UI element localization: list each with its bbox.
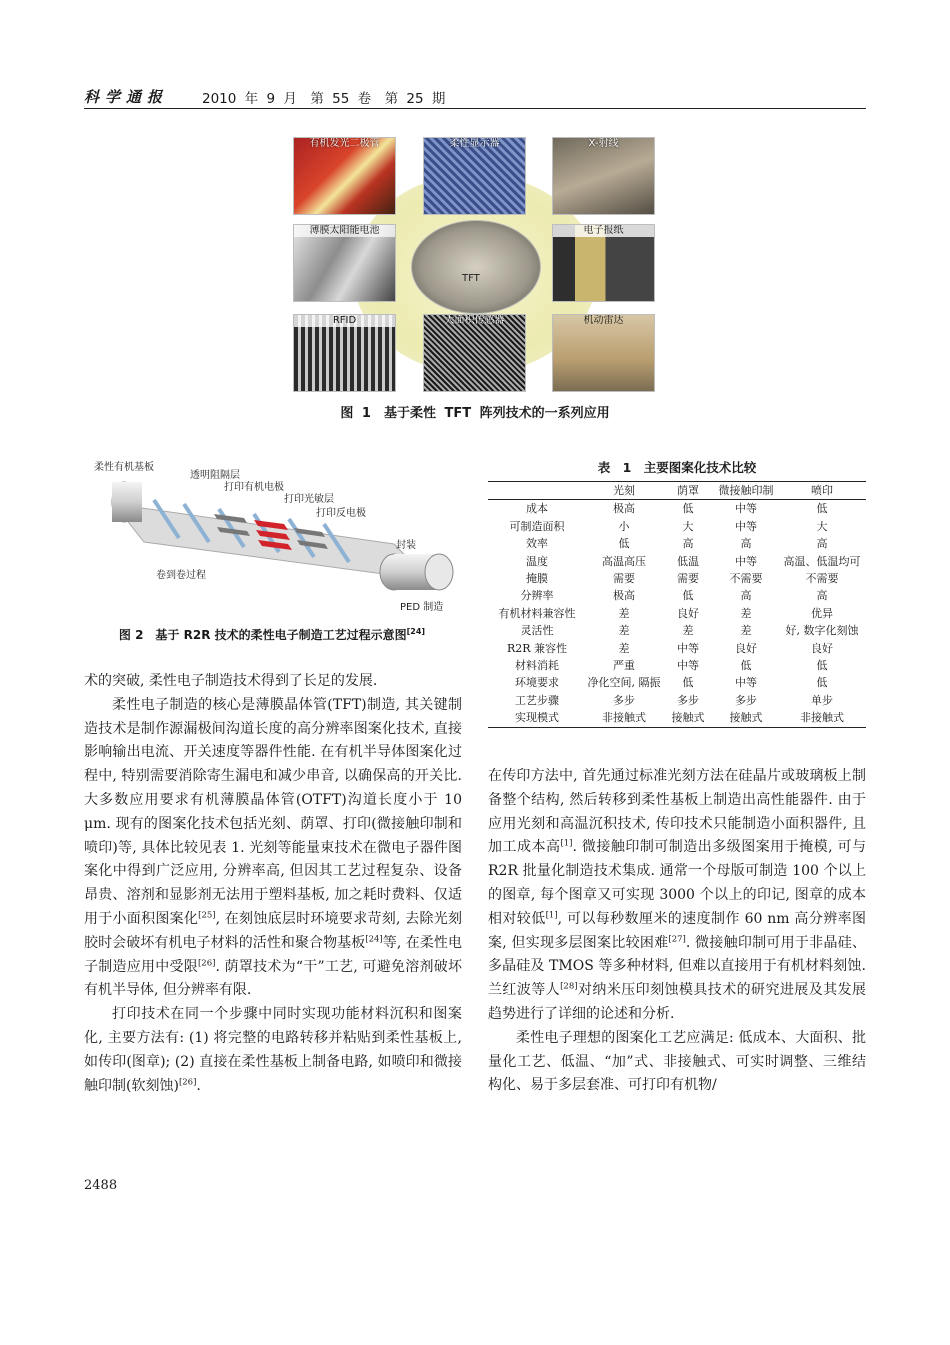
table-row-label: 温度 — [526, 554, 548, 568]
figure-1-center-tft — [411, 220, 541, 314]
table-cell: 高 — [682, 537, 694, 551]
table-cell: 中等 — [735, 554, 757, 568]
figure-1-tile-xray — [552, 137, 655, 215]
label-encapsulation: 封装 — [396, 540, 416, 551]
table-cell: 好, 数字化刻蚀 — [785, 624, 859, 638]
table-cell: 单步 — [811, 693, 833, 707]
table-cell: 大 — [816, 519, 828, 533]
table-cell: 差 — [618, 624, 630, 638]
tile-label: 有机发光二极管 — [309, 138, 380, 149]
figure-2 — [84, 452, 460, 622]
table-cell: 低 — [816, 676, 828, 690]
figure-1-tile-oled — [293, 137, 396, 215]
label-counter-electrode: 打印反电极 — [316, 508, 366, 519]
figure-2-caption — [84, 626, 460, 643]
table-row-label: 工艺步骤 — [515, 693, 559, 707]
table-cell: 低温 — [677, 554, 699, 568]
table-cell: 需要 — [677, 572, 699, 586]
tile-label: X-射线 — [588, 138, 619, 149]
table-row — [488, 640, 866, 657]
table-cell: 中等 — [735, 676, 757, 690]
table-cell: 高温、低温均可 — [783, 554, 861, 568]
paragraph: 柔性电子理想的图案化工艺应满足: 低成本、大面积、批量化工艺、低温、“加”式、非接触式、可实时调整、三维结构化、易于多层套准、可打印有机物/ — [488, 1029, 866, 1094]
left-column — [84, 670, 462, 1098]
table-1 — [488, 481, 866, 728]
table-cell: 不需要 — [805, 572, 839, 586]
table-row-label: 实现模式 — [488, 709, 586, 727]
table-row-label: 分辨率 — [520, 589, 554, 603]
figure-1-tile-flexible-display — [423, 137, 526, 215]
table-cell: 小 — [618, 519, 630, 533]
table-header: 喷印 — [778, 482, 866, 500]
paragraph: 在传印方法中, 首先通过标准光刻方法在硅晶片或玻璃板上制备整个结构, 然后转移到柔性基板上制造出高性能器件. 由于应用光刻和高温沉积技术, 传印技术只能制造小面积器件, 且加工成本高[1]. 微接触印制可制造出多级图案用于掩模, 可与 R2R 批量化制造技术集成. 通常一个母版可制造 100 个以上的图章, 每个图章又可实现 3000 个以上的印记, 图章的成本相对较低[1], 可以每秒数厘米的速度制作 60 nm 高分辨率图案, 但实现多层图案比较困难[27]. 微接触印制可用于非晶硅、多晶硅及 TMOS 等多种材料, 但难以直接用于有机材料刻蚀. 兰红波等人[28]对纳米压印刻蚀模具技术的研究进展及其发展趋势进行了详细的论述和分析. — [488, 768, 867, 1022]
label-flexible-substrate: 柔性有机基板 — [94, 462, 154, 473]
figure-1-tile-radar — [552, 314, 655, 392]
table-cell: 多步 — [613, 693, 635, 707]
table-row — [488, 692, 866, 709]
tile-label: 薄膜太阳能电池 — [294, 225, 395, 237]
table-row — [488, 622, 866, 639]
table-row — [488, 518, 866, 535]
table-row — [488, 500, 866, 518]
figure-1-caption: 图 1 基于柔性 TFT 阵列技术的一系列应用 — [340, 406, 610, 421]
table-row-label: R2R 兼容性 — [506, 641, 568, 655]
table-row-label: 掩膜 — [526, 572, 548, 586]
table-cell: 严重 — [613, 659, 635, 673]
figure-1-tile-solar-cell — [293, 224, 396, 302]
table-row-label: 效率 — [526, 537, 548, 551]
table-header — [488, 482, 586, 500]
table-cell: 低 — [682, 676, 694, 690]
figure-1-tile-sensor — [423, 314, 526, 392]
table-row — [488, 553, 866, 570]
table-1-body — [488, 500, 866, 727]
table-cell: 极高 — [613, 589, 635, 603]
table-row — [488, 605, 866, 622]
table-cell: 需要 — [613, 572, 635, 586]
table-cell: 低 — [816, 502, 828, 516]
table-header: 荫罩 — [662, 482, 714, 500]
table-cell: 接触式 — [662, 709, 714, 727]
table-cell: 高 — [740, 589, 752, 603]
label-ped-manufacturing: PED 制造 — [400, 602, 444, 613]
table-row-label: 可制造面积 — [509, 519, 565, 533]
paragraph: 柔性电子制造的核心是薄膜晶体管(TFT)制造, 其关键制造技术是制作源漏极间沟道长度的高分辨率图案化技术, 直接影响输出电流、开关速度等器件性能. 在有机半导体图案化过程中, 特别需要消除寄生漏电和减少串音, 以确保高的开关比. 大多数应用要求有机薄膜晶体管(OTFT)沟道长度小于 10 μm. 现有的图案化技术包括光刻、荫罩、打印(微接触印制和喷印)等, 具体比较见表 1. 光刻等能量束技术在微电子器件图案化中得到广泛应用, 分辨率高, 但因其工艺过程复杂、设备昂贵、溶剂和显影剂无法用于塑料基板, 加之耗时费料、仅适用于小面积图案化[25], 在刻蚀底层时环境要求苛刻, 去除光刻胶时会破坏有机电子材料的活性和聚合物基板[24]等, 在柔性电子制造应用中受限[26]. 荫罩技术为“干”工艺, 可避免溶剂破坏有机半导体, 但分辨率有限. — [84, 696, 462, 999]
figure-1-tile-e-paper — [552, 224, 655, 302]
table-cell: 低 — [816, 659, 828, 673]
table-cell: 良好 — [677, 606, 699, 620]
figure-2-caption-ref: [24] — [406, 627, 426, 636]
table-cell: 非接触式 — [586, 709, 662, 727]
tile-label: 柔性显示器 — [449, 138, 500, 149]
table-header: 微接触印制 — [714, 482, 778, 500]
table-cell: 中等 — [677, 659, 699, 673]
table-row-label: 有机材料兼容性 — [498, 606, 576, 620]
table-row — [488, 535, 866, 552]
table-cell: 中等 — [735, 502, 757, 516]
header-rule — [84, 108, 866, 109]
table-cell: 非接触式 — [778, 709, 866, 727]
right-column — [488, 765, 866, 1098]
table-cell: 不需要 — [729, 572, 763, 586]
table-cell: 差 — [740, 606, 752, 620]
table-row — [488, 570, 866, 587]
table-cell: 差 — [618, 641, 630, 655]
figure-1-tile-rfid — [293, 314, 396, 392]
table-cell: 净化空间, 隔振 — [587, 676, 661, 690]
table-header-row — [488, 482, 866, 500]
table-row-label: 成本 — [526, 502, 548, 516]
table-cell: 极高 — [613, 502, 635, 516]
tile-label: 大面积传感器 — [444, 315, 505, 326]
table-cell: 低 — [682, 589, 694, 603]
page-header — [84, 86, 866, 106]
tile-label: RFID — [294, 315, 395, 327]
table-cell: 低 — [740, 659, 752, 673]
table-row-label: 材料消耗 — [515, 659, 559, 673]
table-cell: 接触式 — [714, 709, 778, 727]
label-barrier-layer: 透明阻隔层 — [190, 470, 240, 481]
label-organic-electrode: 打印有机电极 — [224, 482, 284, 493]
table-cell: 良好 — [735, 641, 757, 655]
table-cell: 低 — [618, 537, 630, 551]
paragraph: 术的突破, 柔性电子制造技术得到了长足的发展. — [84, 673, 378, 689]
paragraph: 打印技术在同一个步骤中同时实现功能材料沉积和图案化, 主要方法有: (1) 将完整的电路转移并粘贴到柔性基板上, 如传印(图章); (2) 直接在柔性基板上制备电路, 如喷印和微接触印制(软刻蚀)[26]. — [84, 1006, 462, 1094]
table-row-label: 灵活性 — [520, 624, 554, 638]
table-row — [488, 587, 866, 604]
table-row — [488, 657, 866, 674]
table-cell: 中等 — [677, 641, 699, 655]
table-header: 光刻 — [586, 482, 662, 500]
table-cell: 低 — [682, 502, 694, 516]
label-roll-to-roll: 卷到卷过程 — [156, 570, 206, 581]
journal-name: 科学通报 — [84, 88, 169, 106]
table-cell: 多步 — [735, 693, 757, 707]
table-cell: 高温高压 — [602, 554, 646, 568]
table-cell: 多步 — [677, 693, 699, 707]
table-1-title: 表 1 主要图案化技术比较 — [597, 460, 757, 475]
tft-label: TFT — [462, 273, 480, 284]
table-cell: 高 — [740, 537, 752, 551]
table-cell: 优异 — [811, 606, 833, 620]
table-cell: 良好 — [811, 641, 833, 655]
table-cell: 大 — [682, 519, 694, 533]
table-row — [488, 709, 866, 727]
page-number: 2488 — [84, 1178, 118, 1193]
table-row-label: 环境要求 — [515, 676, 559, 690]
table-cell: 差 — [618, 606, 630, 620]
figure-2-caption-text: 图 2 基于 R2R 技术的柔性电子制造工艺过程示意图 — [118, 628, 407, 642]
table-cell: 差 — [740, 624, 752, 638]
table-cell: 高 — [816, 537, 828, 551]
table-cell: 中等 — [735, 519, 757, 533]
tile-label: 机动雷达 — [583, 315, 624, 326]
figure-1 — [293, 134, 657, 394]
table-row — [488, 674, 866, 691]
tile-label: 电子报纸 — [553, 225, 654, 237]
table-cell: 差 — [682, 624, 694, 638]
table-cell: 高 — [816, 589, 828, 603]
label-photosensitive-layer: 打印光敏层 — [284, 494, 334, 505]
issue-info: 2010 年 9 月 第 55 卷 第 25 期 — [202, 91, 446, 107]
